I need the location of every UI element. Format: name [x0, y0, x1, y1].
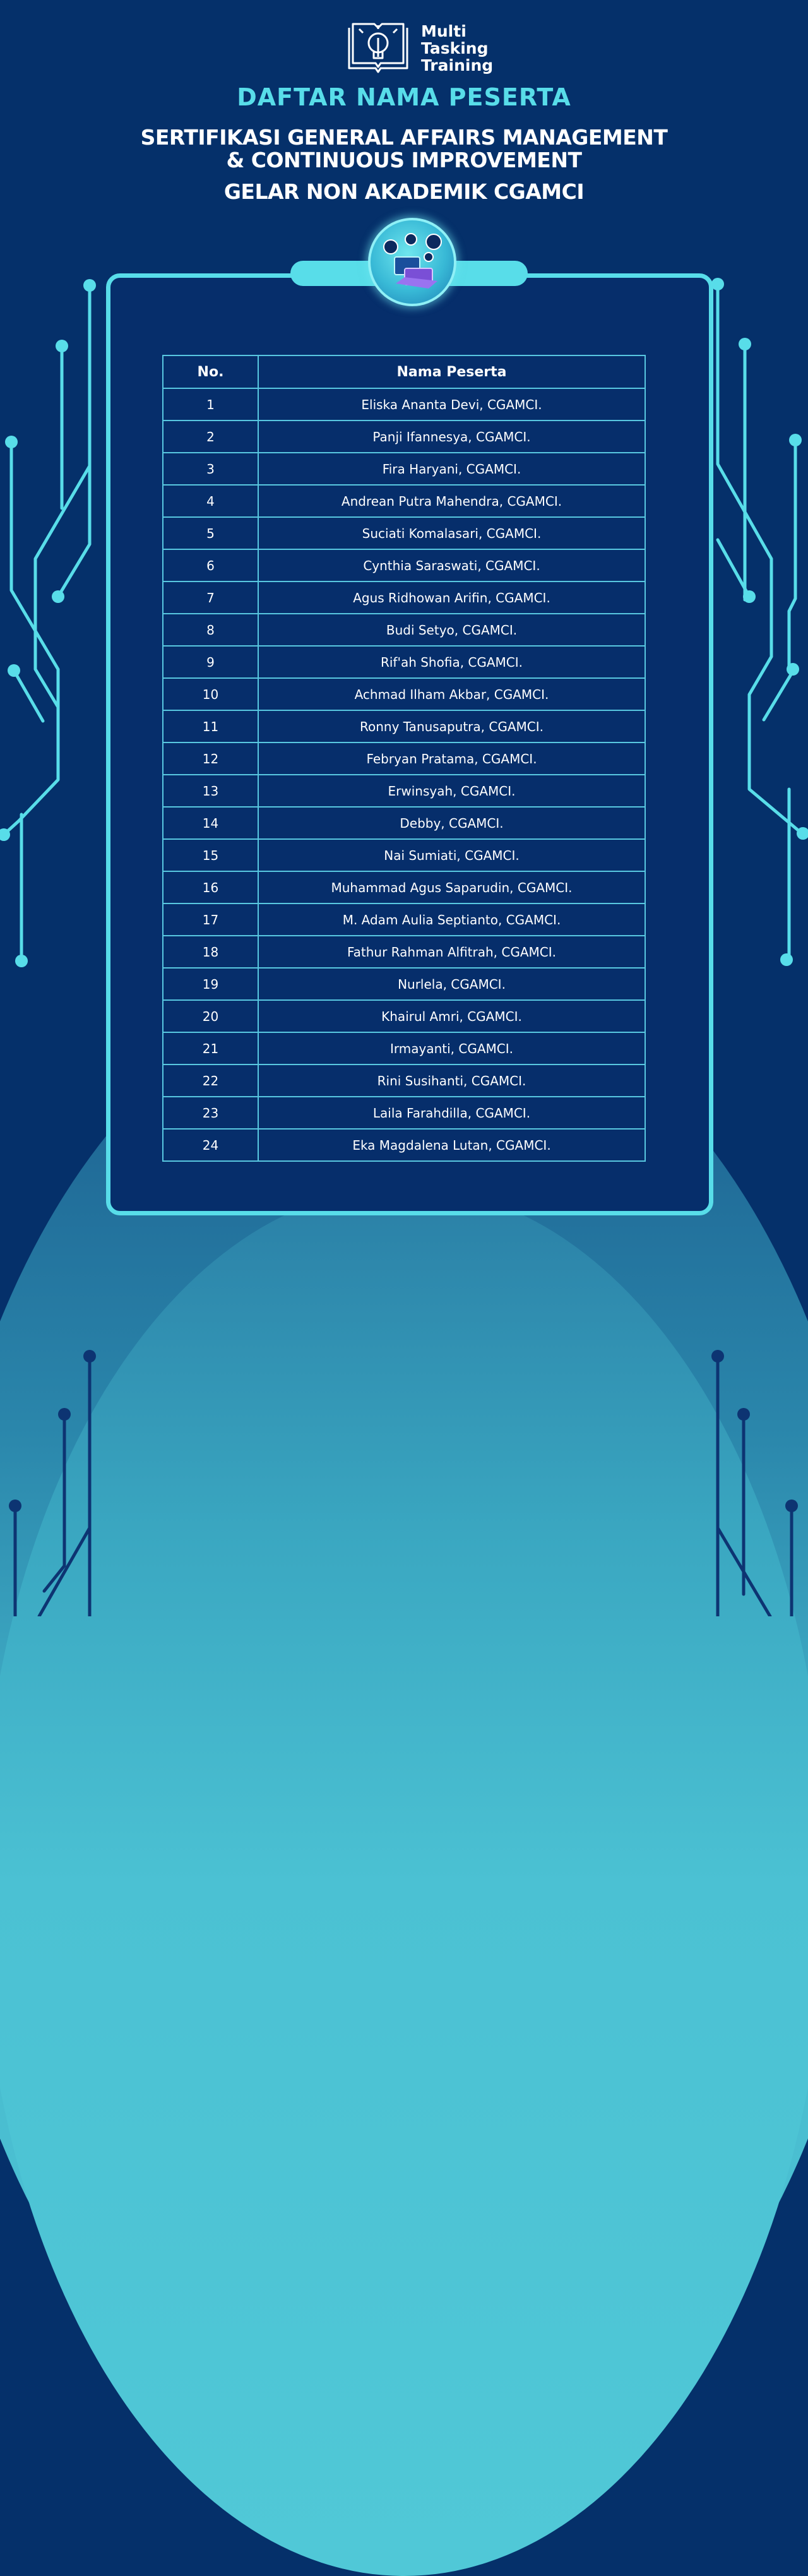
badge-illustration — [368, 218, 456, 306]
brand-line-1: Multi — [421, 21, 466, 40]
table-row — [163, 614, 645, 646]
header-number: No. — [163, 355, 258, 388]
participant-name: Rini Susihanti, CGAMCI. — [258, 1064, 645, 1097]
participant-table — [162, 355, 646, 1162]
table-row — [163, 1064, 645, 1097]
subtitle-line-3: GELAR NON AKADEMIK CGAMCI — [223, 179, 585, 204]
participant-name: Fira Haryani, CGAMCI. — [258, 453, 645, 485]
row-number: 20 — [163, 1000, 258, 1032]
participant-name: Panji Ifannesya, CGAMCI. — [258, 420, 645, 453]
table-row — [163, 1032, 645, 1064]
table-row — [163, 839, 645, 871]
row-number: 4 — [163, 485, 258, 517]
participant-name: Achmad Ilham Akbar, CGAMCI. — [258, 678, 645, 710]
participant-name: Rif'ah Shofia, CGAMCI. — [258, 646, 645, 678]
row-number: 19 — [163, 968, 258, 1000]
row-number: 6 — [163, 549, 258, 581]
participant-name: Nai Sumiati, CGAMCI. — [258, 839, 645, 871]
computer-illustration-icon — [371, 220, 454, 304]
participant-name: Debby, CGAMCI. — [258, 807, 645, 839]
table-row — [163, 936, 645, 968]
row-number: 23 — [163, 1097, 258, 1129]
brand-name — [421, 23, 493, 74]
participant-name: Eliska Ananta Devi, CGAMCI. — [258, 388, 645, 420]
row-number: 17 — [163, 903, 258, 936]
row-number: 1 — [163, 388, 258, 420]
table-row — [163, 485, 645, 517]
participant-name: Muhammad Agus Saparudin, CGAMCI. — [258, 871, 645, 903]
table-row — [163, 646, 645, 678]
row-number: 15 — [163, 839, 258, 871]
table-row — [163, 807, 645, 839]
book-lightbulb-icon — [344, 19, 412, 77]
row-number: 8 — [163, 614, 258, 646]
participant-name: Cynthia Saraswati, CGAMCI. — [258, 549, 645, 581]
participant-name: Agus Ridhowan Arifin, CGAMCI. — [258, 581, 645, 614]
row-number: 2 — [163, 420, 258, 453]
participant-name: M. Adam Aulia Septianto, CGAMCI. — [258, 903, 645, 936]
table-row — [163, 1097, 645, 1129]
participant-name: Eka Magdalena Lutan, CGAMCI. — [258, 1129, 645, 1161]
table-row — [163, 517, 645, 549]
row-number: 5 — [163, 517, 258, 549]
brand-logo — [344, 18, 502, 78]
table-row — [163, 388, 645, 420]
row-number: 12 — [163, 742, 258, 775]
table-row — [163, 549, 645, 581]
participant-name: Fathur Rahman Alfitrah, CGAMCI. — [258, 936, 645, 968]
row-number: 24 — [163, 1129, 258, 1161]
page-title: DAFTAR NAMA PESERTA — [237, 83, 571, 111]
subtitle-line-2: & CONTINUOUS IMPROVEMENT — [226, 148, 582, 172]
participant-name: Erwinsyah, CGAMCI. — [258, 775, 645, 807]
row-number: 16 — [163, 871, 258, 903]
participant-name: Suciati Komalasari, CGAMCI. — [258, 517, 645, 549]
table-row — [163, 903, 645, 936]
participant-name: Nurlela, CGAMCI. — [258, 968, 645, 1000]
row-number: 10 — [163, 678, 258, 710]
row-number: 7 — [163, 581, 258, 614]
brand-line-3: Training — [421, 56, 494, 75]
table-row — [163, 710, 645, 742]
brand-line-2: Tasking — [421, 39, 489, 57]
table-row — [163, 742, 645, 775]
row-number: 21 — [163, 1032, 258, 1064]
participant-name: Andrean Putra Mahendra, CGAMCI. — [258, 485, 645, 517]
table-row — [163, 678, 645, 710]
header-participant-name: Nama Peserta — [258, 355, 645, 388]
participant-name: Laila Farahdilla, CGAMCI. — [258, 1097, 645, 1129]
table-row — [163, 1129, 645, 1161]
row-number: 22 — [163, 1064, 258, 1097]
table-row — [163, 581, 645, 614]
table-row — [163, 871, 645, 903]
row-number: 9 — [163, 646, 258, 678]
participant-name: Khairul Amri, CGAMCI. — [258, 1000, 645, 1032]
participant-name: Irmayanti, CGAMCI. — [258, 1032, 645, 1064]
row-number: 11 — [163, 710, 258, 742]
row-number: 3 — [163, 453, 258, 485]
table-row — [163, 968, 645, 1000]
row-number: 13 — [163, 775, 258, 807]
participant-name: Budi Setyo, CGAMCI. — [258, 614, 645, 646]
table-row — [163, 775, 645, 807]
participant-name: Ronny Tanusaputra, CGAMCI. — [258, 710, 645, 742]
table-row — [163, 420, 645, 453]
participant-name: Febryan Pratama, CGAMCI. — [258, 742, 645, 775]
subtitle-line-1: SERTIFIKASI GENERAL AFFAIRS MANAGEMENT — [140, 125, 668, 150]
table-header-row — [163, 355, 645, 388]
row-number: 18 — [163, 936, 258, 968]
table-row — [163, 453, 645, 485]
table-row — [163, 1000, 645, 1032]
row-number: 14 — [163, 807, 258, 839]
